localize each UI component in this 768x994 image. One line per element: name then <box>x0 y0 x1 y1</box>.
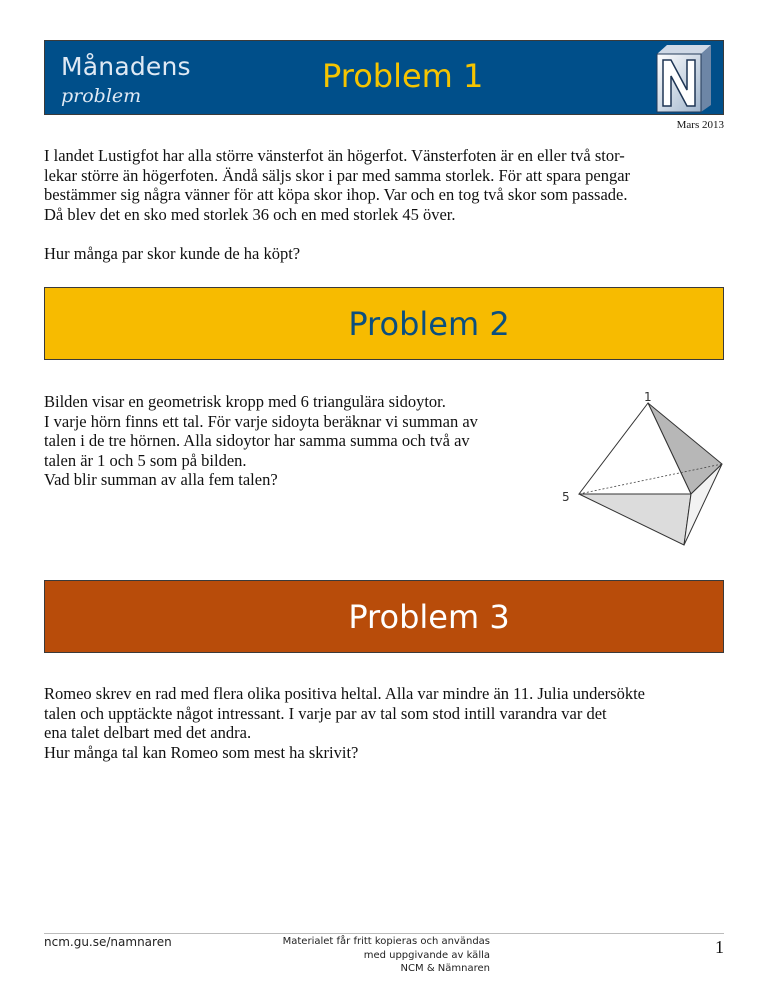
problem-3-title: Problem 3 <box>348 598 510 636</box>
problem-2-line: talen är 1 och 5 som på bilden. <box>44 450 247 470</box>
problem-2-line: Vad blir summan av alla fem talen? <box>44 470 278 489</box>
header-banner <box>44 40 724 115</box>
problem-2-line: Bilden visar en geometrisk kropp med 6 triangulära sidoytor. <box>44 392 446 411</box>
problem-3-text <box>44 684 724 762</box>
problem-1-line: I landet Lustigfot har alla större vänsterfot än högerfot. Vänsterfoten är en eller två stor- <box>44 146 625 165</box>
problem-1-question <box>44 244 724 264</box>
footer-divider <box>44 933 724 934</box>
problem-3-line: Hur många tal kan Romeo som mest ha skrivit? <box>44 742 359 762</box>
footer-url: ncm.gu.se/namnaren <box>44 935 172 949</box>
problem-1-question-text: Hur många par skor kunde de ha köpt? <box>44 244 301 263</box>
vertex-label-left: 5 <box>562 490 570 504</box>
vertex-label-top: 1 <box>644 390 652 404</box>
problem-1-title: Problem 1 <box>322 57 484 95</box>
problem-2-text <box>44 392 564 490</box>
lower-front-face <box>579 494 691 545</box>
problem-2-title: Problem 2 <box>348 305 510 343</box>
problem-3-line: ena talet delbart med det andra. <box>44 723 252 742</box>
footer-notice-line: med uppgivande av källa <box>363 949 490 961</box>
problem-2-banner <box>44 287 724 360</box>
footer-notice-line: NCM & Nämnaren <box>400 963 490 974</box>
problem-1-line: Då blev det en sko med storlek 36 och en med storlek 45 över. <box>44 204 456 224</box>
brand-title: Månadens <box>61 52 191 81</box>
problem-2-line: I varje hörn finns ett tal. För varje sidoyta beräknar vi summan av <box>44 411 478 431</box>
problem-1-text <box>44 146 724 224</box>
problem-2-line: talen i de tre hörnen. Alla sidoytor har samma summa och två av <box>44 431 470 450</box>
brand-subtitle: problem <box>61 85 142 107</box>
namnaren-logo-icon <box>653 42 717 114</box>
problem-3-banner <box>44 580 724 653</box>
problem-3-line: talen och upptäckte något intressant. I varje par av tal som stod intill varandra var det <box>44 703 607 723</box>
bipyramid-figure <box>556 390 736 550</box>
footer-notice-line: Materialet får fritt kopieras och användas <box>282 936 490 947</box>
footer-notice <box>240 935 490 976</box>
issue-date: Mars 2013 <box>676 119 724 131</box>
problem-1-line: lekar större än högerfoten. Ändå säljs skor i par med samma storlek. För att spara pengar <box>44 165 631 185</box>
problem-3-line: Romeo skrev en rad med flera olika positiva heltal. Alla var mindre än 11. Julia undersökte <box>44 684 646 703</box>
page-number: 1 <box>715 937 724 957</box>
problem-1-line: bestämmer sig några vänner för att köpa skor ihop. Var och en tog två skor som passade. <box>44 185 628 204</box>
